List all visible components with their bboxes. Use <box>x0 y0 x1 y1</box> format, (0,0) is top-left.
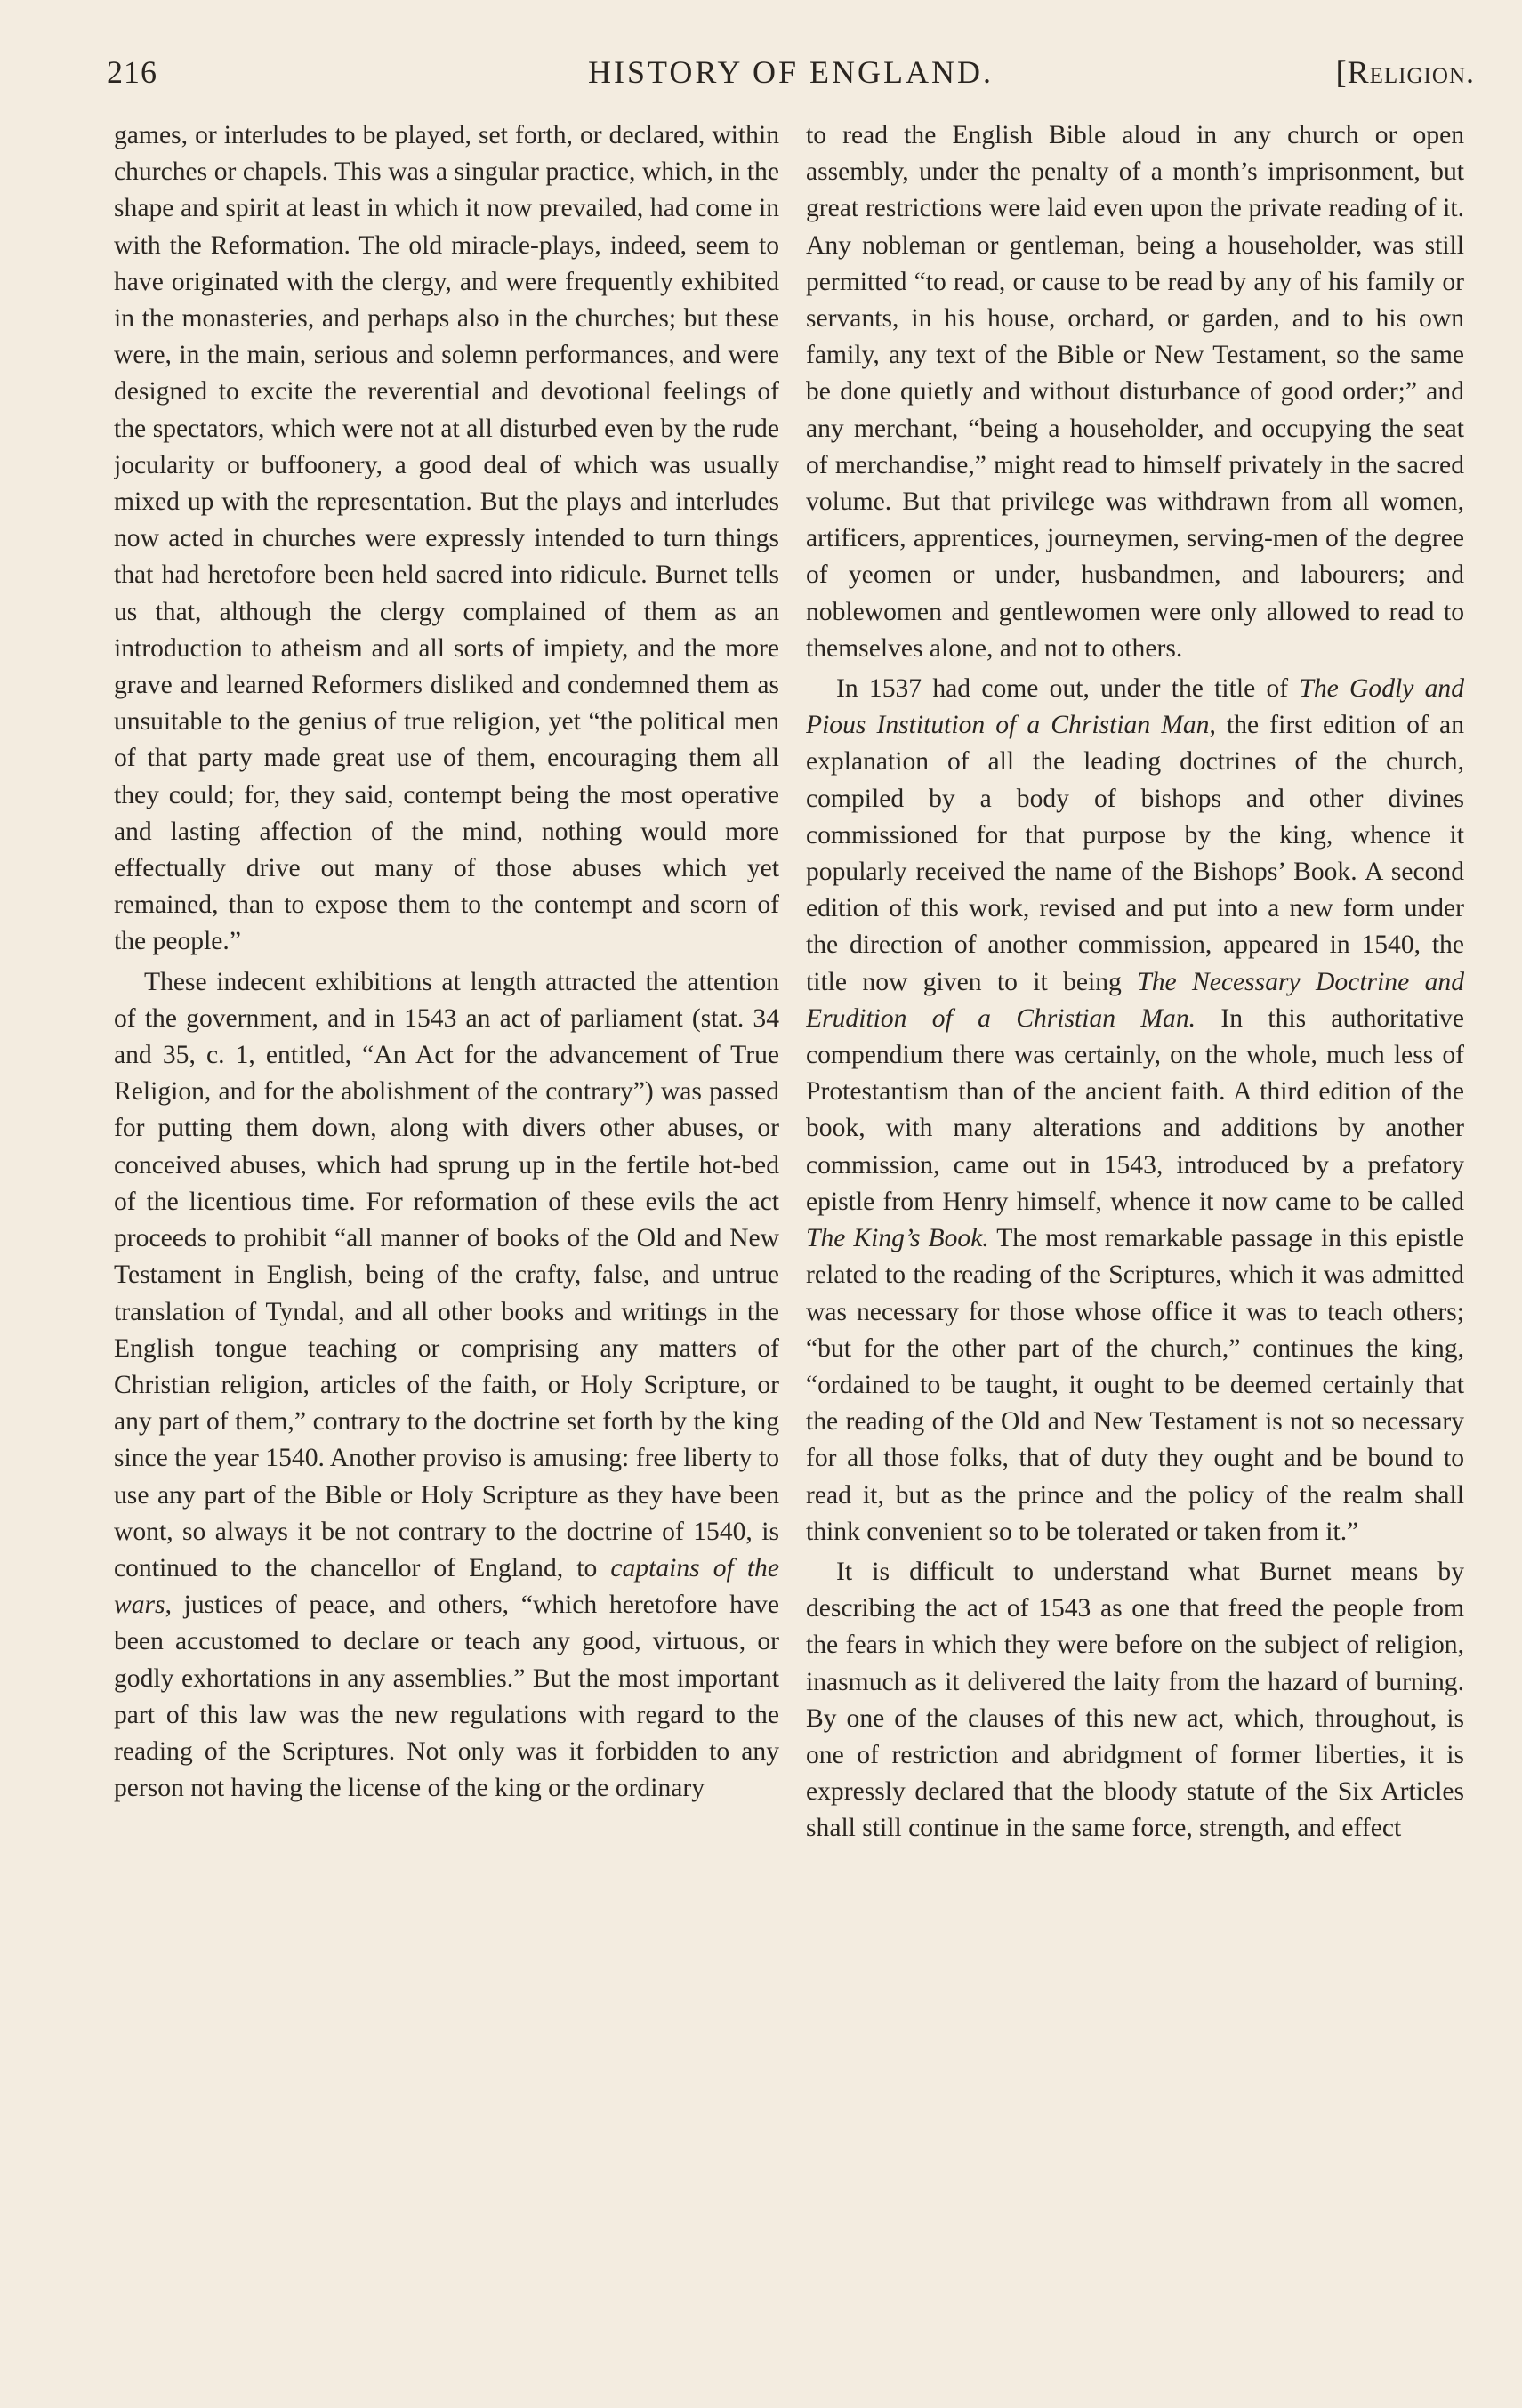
page-number: 216 <box>107 54 157 90</box>
section-label: [Religion. <box>1335 54 1475 90</box>
right-paragraph-2-text-a: In 1537 had come out, under the title of <box>836 674 1289 704</box>
running-title: HISTORY OF ENGLAND. <box>587 54 995 90</box>
left-paragraph-2-text-a: These indecent exhibitions at length attracted the attention of the government, and in 1543 an act of parliament (stat. 34 and 35, c. 1, entitled, “An Act for the advancement of True Religion, and for the abolishment of the contrary”) was passed for putting them down, along with divers other abuses, or conceived abuses, which had sprung up in the fertile hot-bed of the licentious time. For reformation of these evils the act proceeds to prohibit “all manner of books of the Old and New Testament in English, being of the crafty, false, and untrue translation of Tyndal, and all other books and writings in the English tongue teaching or comprising any matters of Christian religion, articles of the faith, or Holy Scripture, or any part of them,” contrary to the doctrine set forth by the king since the year 1540. Another proviso is amusing: free liberty to use any part of the Bible or Holy Scripture as they have been wont, so always it be not contrary to the doctrine of 1540, is continued to the chancellor of England, to <box>114 967 779 1583</box>
right-paragraph-2-text-c: In this authoritative compendium there was certainly, on the whole, much less of Protestantism than of the ancient faith. A third edition of the book, with many alterations and additions by another commission, came out in 1543, introduced by a prefatory epistle from Henry himself, whence it now came to be called <box>806 1003 1464 1216</box>
running-header <box>107 46 1475 100</box>
book-title-godly-pious: The Godly and Pious Institution of a Christian Man <box>806 674 1464 740</box>
left-column <box>114 117 779 2288</box>
right-paragraph-1: to read the English Bible aloud in any church or open assembly, under the penalty of a month’s imprisonment, but great restrictions were laid even upon the private reading of it. Any nobleman or gentleman, being a householder, was still permitted “to read, or cause to be read by any of his family or servants, in his house, orchard, or garden, and to his own family, any text of the Bible or New Testament, so the same be done quietly and without disturbance of good order;” and any merchant, “being a householder, and occupying the seat of merchandise,” might read to himself privately in the sacred volume. But that privilege was withdrawn from all women, artificers, apprentices, journeymen, serving-men of the degree of yeomen or under, husbandmen, and labourers; and noblewomen and gentlewomen were only allowed to read to themselves alone, and not to others. <box>806 121 1464 663</box>
right-column <box>806 117 1464 2288</box>
italic-phrase-captains: captains of the wars <box>114 1553 779 1620</box>
right-paragraph-2-text-d: The most remarkable passage in this epistle related to the reading of the Scriptures, which it was admitted was necessary for those whose office it was to teach others; “but for the other part of the church,” continues the king, “ordained to be taught, it ought to be deemed certainly that the reading of the Old and New Testament is not so necessary for all those folks, that of duty they ought and be bound to read it, but as the prince and the policy of the realm shall think convenient so to be tolerated or taken from it.” <box>806 1224 1464 1546</box>
left-paragraph-1: games, or interludes to be played, set forth, or declared, within churches or chapels. This was a singular practice, which, in the shape and spirit at least in which it now prevailed, had come in with the Reformation. The old miracle-plays, indeed, seem to have originated with the clergy, and were frequently exhibited in the monasteries, and perhaps also in the churches; but these were, in the main, serious and solemn performances, and were designed to excite the reverential and devotional feelings of the spectators, which were not at all disturbed even by the rude jocularity or buffoonery, a good deal of which was usually mixed up with the representation. But the plays and interludes now acted in churches were expressly intended to turn things that had heretofore been held sacred into ridicule. Burnet tells us that, although the clergy complained of them as an introduction to atheism and all sorts of impiety, and the more grave and learned Reformers disliked and condemned them as unsuitable to the genius of true religion, yet “the political men of that party made great use of them, encouraging them all they could; for, they said, contempt being the most operative and lasting affection of the mind, nothing would more effectually drive out many of those abuses which yet remained, than to expose them to the contempt and scorn of the people.” <box>114 121 779 956</box>
left-paragraph-2-text-b: , justices of peace, and others, “which heretofore have been accustomed to declare or teach any good, virtuous, or godly exhortations in any assemblies.” But the most important part of this law was the new regulations with regard to the reading of the Scriptures. Not only was it forbidden to any person not having the license of the king or the ordinary <box>114 1591 779 1803</box>
left-paragraph-2 <box>114 964 779 1808</box>
book-title-kings-book: The King’s Book. <box>806 1224 989 1253</box>
right-paragraph-2-text-b: , the first edition of an explanation of all the leading doctrines of the church, compiled by a body of bishops and other divines commissioned for that purpose by the king, whence it popularly received the name of the Bishops’ Book. A second edition of this work, revised and put into a new form under the direction of another commission, appeared in 1540, the title now given to it being <box>806 711 1464 996</box>
right-paragraph-3: It is difficult to understand what Burnet means by describing the act of 1543 as one that freed the people from the fears in which they were before on the subject of religion, inasmuch as it delivered the laity from the hazard of burning. By one of the clauses of this new act, which, throughout, is one of restriction and abridgment of former liberties, it is expressly declared that the bloody statute of the Six Articles shall still continue in the same force, strength, and effect <box>806 1557 1464 1843</box>
book-title-necessary-doctrine: The Necessary Doctrine and Erudition of a Christian Man. <box>806 967 1464 1033</box>
right-paragraph-2 <box>806 671 1464 1550</box>
